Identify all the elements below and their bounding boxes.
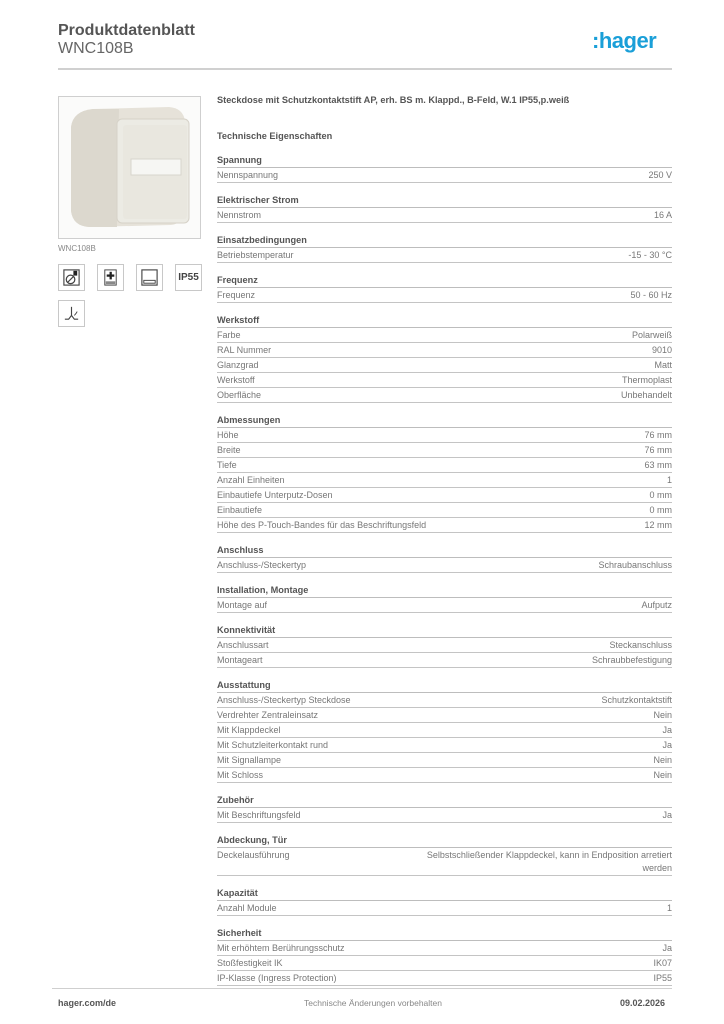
section-title: Konnektivität [217,624,672,638]
spec-row [217,738,672,753]
spec-label: Mit Schutzleiterkontakt rund [217,740,329,750]
spec-label: Werkstoff [217,375,255,385]
spec-section [217,544,672,573]
section-title: Sicherheit [217,927,672,941]
spec-section [217,584,672,613]
spec-row [217,901,672,916]
spec-row [217,208,672,223]
tech-properties-title: Technische Eigenschaften [217,131,333,141]
spec-label: Höhe [217,430,239,440]
spec-section [217,194,672,223]
spec-label: Einbautiefe [217,505,263,515]
spec-row [217,558,672,573]
footer-website[interactable]: hager.com/de [58,998,117,1008]
spec-value: -15 - 30 °C [628,250,672,260]
spec-row [217,443,672,458]
section-title: Frequenz [217,274,672,288]
spec-label: Betriebstemperatur [217,250,294,260]
spec-row [217,473,672,488]
spec-table [217,94,672,986]
spec-label: Verdrehter Zentraleinsatz [217,710,319,720]
product-description: Steckdose mit Schutzkontaktstift AP, erh. BS m. Klappd., B-Feld, W.1 IP55,p.weiß [217,95,570,105]
spec-row [217,941,672,956]
spec-label: Tiefe [217,460,237,470]
spec-label: Montage auf [217,600,268,610]
image-caption: WNC108B [58,244,96,253]
spec-row [217,753,672,768]
section-title: Installation, Montage [217,584,672,598]
spec-value: 1 [666,903,672,913]
spec-label: Deckelausführung [217,850,290,860]
spec-label: Glanzgrad [217,360,259,370]
spec-row [217,518,672,533]
spec-label: Mit Beschriftungsfeld [217,810,301,820]
section-title: Einsatzbedingungen [217,234,672,248]
label-field-icon [136,264,163,291]
spec-row [217,848,672,876]
spec-label: Montageart [217,655,263,665]
spec-value: Ja [662,943,672,953]
spec-row [217,956,672,971]
spec-value: 1 [666,475,672,485]
section-title: Elektrischer Strom [217,194,672,208]
product-image [58,96,201,239]
spec-section [217,624,672,668]
spec-row [217,428,672,443]
spec-label: Anzahl Einheiten [217,475,285,485]
spec-section [217,887,672,916]
section-title: Ausstattung [217,679,672,693]
section-title: Werkstoff [217,314,672,328]
spec-label: Mit Schloss [217,770,264,780]
spec-section [217,314,672,403]
spec-value: 9010 [651,345,672,355]
footer-divider [52,988,672,989]
spec-value: Selbstschließender Klappdeckel, kann in Endposition arretiert werden [426,850,672,873]
spec-label: Nennstrom [217,210,262,220]
spec-value: 76 mm [644,430,672,440]
spec-value: Steckanschluss [609,640,672,650]
spec-value: Schraubanschluss [598,560,672,570]
product-code: WNC108B [58,40,134,57]
spec-value: 0 mm [649,490,672,500]
spec-row [217,248,672,263]
section-title: Zubehör [217,794,672,808]
spec-value: Nein [653,755,672,765]
spec-value: Thermoplast [621,375,672,385]
spec-row [217,723,672,738]
spec-label: Anschlussart [217,640,269,650]
page-title: Produktdatenblatt [58,22,195,39]
header-divider [58,68,672,70]
spec-value: Aufputz [641,600,672,610]
spec-row [217,288,672,303]
footer-note: Technische Änderungen vorbehalten [304,998,442,1008]
spec-row [217,808,672,823]
spec-value: 76 mm [644,445,672,455]
spec-label: Mit Signallampe [217,755,282,765]
spec-row [217,971,672,986]
spec-value: IP55 [653,973,672,983]
spec-section [217,234,672,263]
section-title: Abmessungen [217,414,672,428]
spec-value: Nein [653,770,672,780]
spec-section [217,274,672,303]
spec-row [217,768,672,783]
spec-value: 0 mm [649,505,672,515]
spec-row [217,708,672,723]
hager-logo: :hager [592,28,657,53]
spec-value: 63 mm [644,460,672,470]
spec-section [217,794,672,823]
section-title: Abdeckung, Tür [217,834,672,848]
spec-value: 16 A [653,210,672,220]
spec-label: Anschluss-/Steckertyp [217,560,307,570]
spec-row [217,488,672,503]
spec-row [217,373,672,388]
spec-row [217,693,672,708]
spec-value: Ja [662,810,672,820]
spec-value: IK07 [653,958,672,968]
spec-section [217,154,672,183]
spec-label: Farbe [217,330,241,340]
spec-label: Mit Klappdeckel [217,725,281,735]
spec-value: Unbehandelt [620,390,672,400]
spec-value: Matt [654,360,672,370]
spec-value: 50 - 60 Hz [630,290,672,300]
spec-value: 250 V [648,170,672,180]
spec-label: Breite [217,445,241,455]
spec-row [217,503,672,518]
spec-label: Mit erhöhtem Berührungsschutz [217,943,345,953]
spec-row [217,358,672,373]
ip55-icon: IP55 [175,264,202,291]
spec-label: Oberfläche [217,390,262,400]
spec-value: Schutzkontaktstift [601,695,672,705]
spec-label: Anzahl Module [217,903,277,913]
spec-label: Anschluss-/Steckertyp Steckdose [217,695,351,705]
spec-row [217,598,672,613]
spec-section [217,679,672,783]
section-title: Kapazität [217,887,672,901]
spec-row [217,168,672,183]
spec-row [217,638,672,653]
section-title: Anschluss [217,544,672,558]
spec-value: Ja [662,725,672,735]
spec-label: Nennspannung [217,170,279,180]
spec-row [217,388,672,403]
screw-terminal-icon [58,264,85,291]
spec-label: RAL Nummer [217,345,272,355]
spec-section [217,927,672,986]
footer-date: 09.02.2026 [620,998,666,1008]
plus-fuse-icon [97,264,124,291]
spec-row [217,653,672,668]
spec-row [217,343,672,358]
spec-label: IP-Klasse (Ingress Protection) [217,973,337,983]
spec-value: Nein [653,710,672,720]
spec-section [217,834,672,876]
spec-label: Frequenz [217,290,256,300]
spec-value: Polarweiß [631,330,672,340]
spec-row [217,458,672,473]
spec-value: Ja [662,740,672,750]
spec-value: Schraubbefestigung [591,655,672,665]
spec-section [217,414,672,533]
section-title: Spannung [217,154,672,168]
spec-label: Stoßfestigkeit IK [217,958,283,968]
surface-mount-icon [58,300,85,327]
spec-row [217,328,672,343]
spec-label: Einbautiefe Unterputz-Dosen [217,490,333,500]
spec-value: 12 mm [644,520,672,530]
spec-label: Höhe des P-Touch-Bandes für das Beschriftungsfeld [217,520,427,530]
